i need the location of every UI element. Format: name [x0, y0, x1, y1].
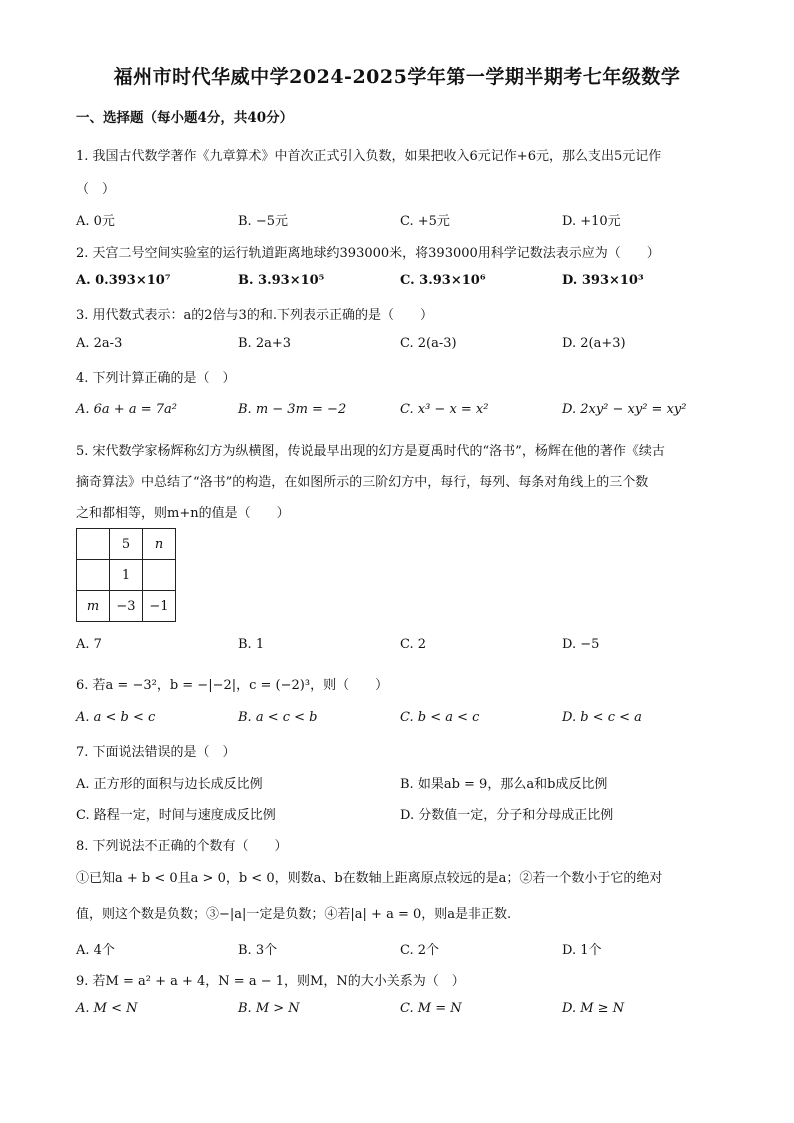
q1-option-a[interactable]: A. 0元 — [76, 214, 115, 229]
magic-square-row — [77, 591, 176, 622]
page-title: 福州市时代华威中学2024-2025学年第一学期半期考七年级数学 — [113, 66, 681, 88]
magic-square-table — [76, 528, 176, 622]
q7-option-b[interactable]: B. 如果ab = 9，那么a和b成反比例 — [400, 777, 608, 792]
magic-square-cell: n — [143, 529, 176, 560]
magic-square-cell: −1 — [143, 591, 176, 622]
q1-option-b[interactable]: B. −5元 — [238, 214, 288, 229]
q4-option-c[interactable]: C. x³ − x = x² — [400, 402, 489, 417]
q2-option-d[interactable]: D. 393×10³ — [562, 273, 644, 288]
q1-option-d[interactable]: D. +10元 — [562, 214, 621, 229]
q1-option-c[interactable]: C. +5元 — [400, 214, 450, 229]
q4-text: 4. 下列计算正确的是（ ） — [76, 371, 236, 386]
q9-text: 9. 若M = a² + a + 4，N = a − 1，则M，N的大小关系为（ ） — [76, 974, 465, 989]
q5-text-line3: 之和都相等，则m+n的值是（ ） — [76, 506, 290, 521]
q4-options — [76, 402, 716, 422]
q2-option-a[interactable]: A. 0.393×10⁷ — [76, 273, 171, 288]
q5-options — [76, 637, 716, 657]
q1-text-line1: 1. 我国古代数学著作《九章算术》中首次正式引入负数，如果把收入6元记作+6元，那么支出5元记作 — [76, 149, 662, 164]
q9-option-b[interactable]: B. M > N — [238, 1001, 300, 1016]
q7-text: 7. 下面说法错误的是（ ） — [76, 745, 236, 760]
q9-option-a[interactable]: A. M < N — [76, 1001, 138, 1016]
q7-option-a[interactable]: A. 正方形的面积与边长成反比例 — [76, 777, 263, 792]
q7-option-c[interactable]: C. 路程一定，时间与速度成反比例 — [76, 808, 276, 823]
q8-option-d[interactable]: D. 1个 — [562, 943, 602, 958]
q9-option-d[interactable]: D. M ≥ N — [562, 1001, 625, 1016]
magic-square-cell: m — [77, 591, 110, 622]
q6-text: 6. 若a = −3²，b = −|−2|，c = (−2)³，则（ ） — [76, 678, 389, 693]
q5-option-a[interactable]: A. 7 — [76, 637, 102, 652]
magic-square-cell: −3 — [110, 591, 143, 622]
section-heading: 一、选择题（每小题4分，共40分） — [76, 110, 294, 126]
q2-option-c[interactable]: C. 3.93×10⁶ — [400, 273, 486, 288]
q6-option-d[interactable]: D. b < c < a — [562, 710, 642, 725]
q5-text-line1: 5. 宋代数学家杨辉称幻方为纵横图，传说最早出现的幻方是夏禹时代的“洛书”，杨辉在他的著作《续古 — [76, 444, 665, 459]
q8-option-c[interactable]: C. 2个 — [400, 943, 440, 958]
magic-square-cell: 1 — [110, 560, 143, 591]
q1-text-line2: （ ） — [76, 182, 116, 197]
q7-options-row1 — [76, 773, 716, 793]
q3-text: 3. 用代数式表示：a的2倍与3的和.下列表示正确的是（ ） — [76, 308, 433, 323]
magic-square-cell — [77, 529, 110, 560]
q8-text: 8. 下列说法不正确的个数有（ ） — [76, 839, 288, 854]
q3-option-c[interactable]: C. 2(a-3) — [400, 336, 457, 351]
q8-option-b[interactable]: B. 3个 — [238, 943, 278, 958]
q6-option-b[interactable]: B. a < c < b — [238, 710, 318, 725]
q2-options — [76, 273, 716, 293]
q5-option-c[interactable]: C. 2 — [400, 637, 427, 652]
magic-square-row — [77, 529, 176, 560]
magic-square-row — [77, 560, 176, 591]
q2-option-b[interactable]: B. 3.93×10⁵ — [238, 273, 325, 288]
q8-option-a[interactable]: A. 4个 — [76, 943, 115, 958]
q6-options — [76, 710, 716, 730]
q9-options — [76, 1001, 716, 1021]
q5-option-b[interactable]: B. 1 — [238, 637, 265, 652]
q9-option-c[interactable]: C. M = N — [400, 1001, 462, 1016]
q4-option-a[interactable]: A. 6a + a = 7a² — [76, 402, 177, 417]
q2-text: 2. 天宫二号空间实验室的运行轨道距离地球约393000米，将393000用科学记数法表示应为（ ） — [76, 246, 660, 261]
q1-options — [76, 210, 716, 230]
q6-option-a[interactable]: A. a < b < c — [76, 710, 156, 725]
q8-options — [76, 939, 716, 959]
q4-option-b[interactable]: B. m − 3m = −2 — [238, 402, 347, 417]
q3-option-d[interactable]: D. 2(a+3) — [562, 336, 626, 351]
q8-statement-line1: ①已知a + b < 0且a > 0，b < 0，则数a、b在数轴上距离原点较远的是a；②若一个数小于它的绝对 — [76, 871, 663, 886]
q6-option-c[interactable]: C. b < a < c — [400, 710, 480, 725]
q3-option-a[interactable]: A. 2a-3 — [76, 336, 123, 351]
magic-square-cell: 5 — [110, 529, 143, 560]
q8-statement-line2: 值，则这个数是负数；③−|a|一定是负数；④若|a| + a = 0，则a是非正数. — [76, 907, 512, 922]
q5-option-d[interactable]: D. −5 — [562, 637, 600, 652]
q7-options-row2 — [76, 804, 716, 824]
q3-option-b[interactable]: B. 2a+3 — [238, 336, 292, 351]
q7-option-d[interactable]: D. 分数值一定，分子和分母成正比例 — [400, 808, 614, 823]
q5-text-line2: 摘奇算法》中总结了“洛书”的构造，在如图所示的三阶幻方中，每行，每列、每条对角线上的三个数 — [76, 475, 649, 490]
q4-option-d[interactable]: D. 2xy² − xy² = xy² — [562, 402, 687, 417]
magic-square-cell — [143, 560, 176, 591]
magic-square-cell — [77, 560, 110, 591]
q3-options — [76, 336, 716, 356]
